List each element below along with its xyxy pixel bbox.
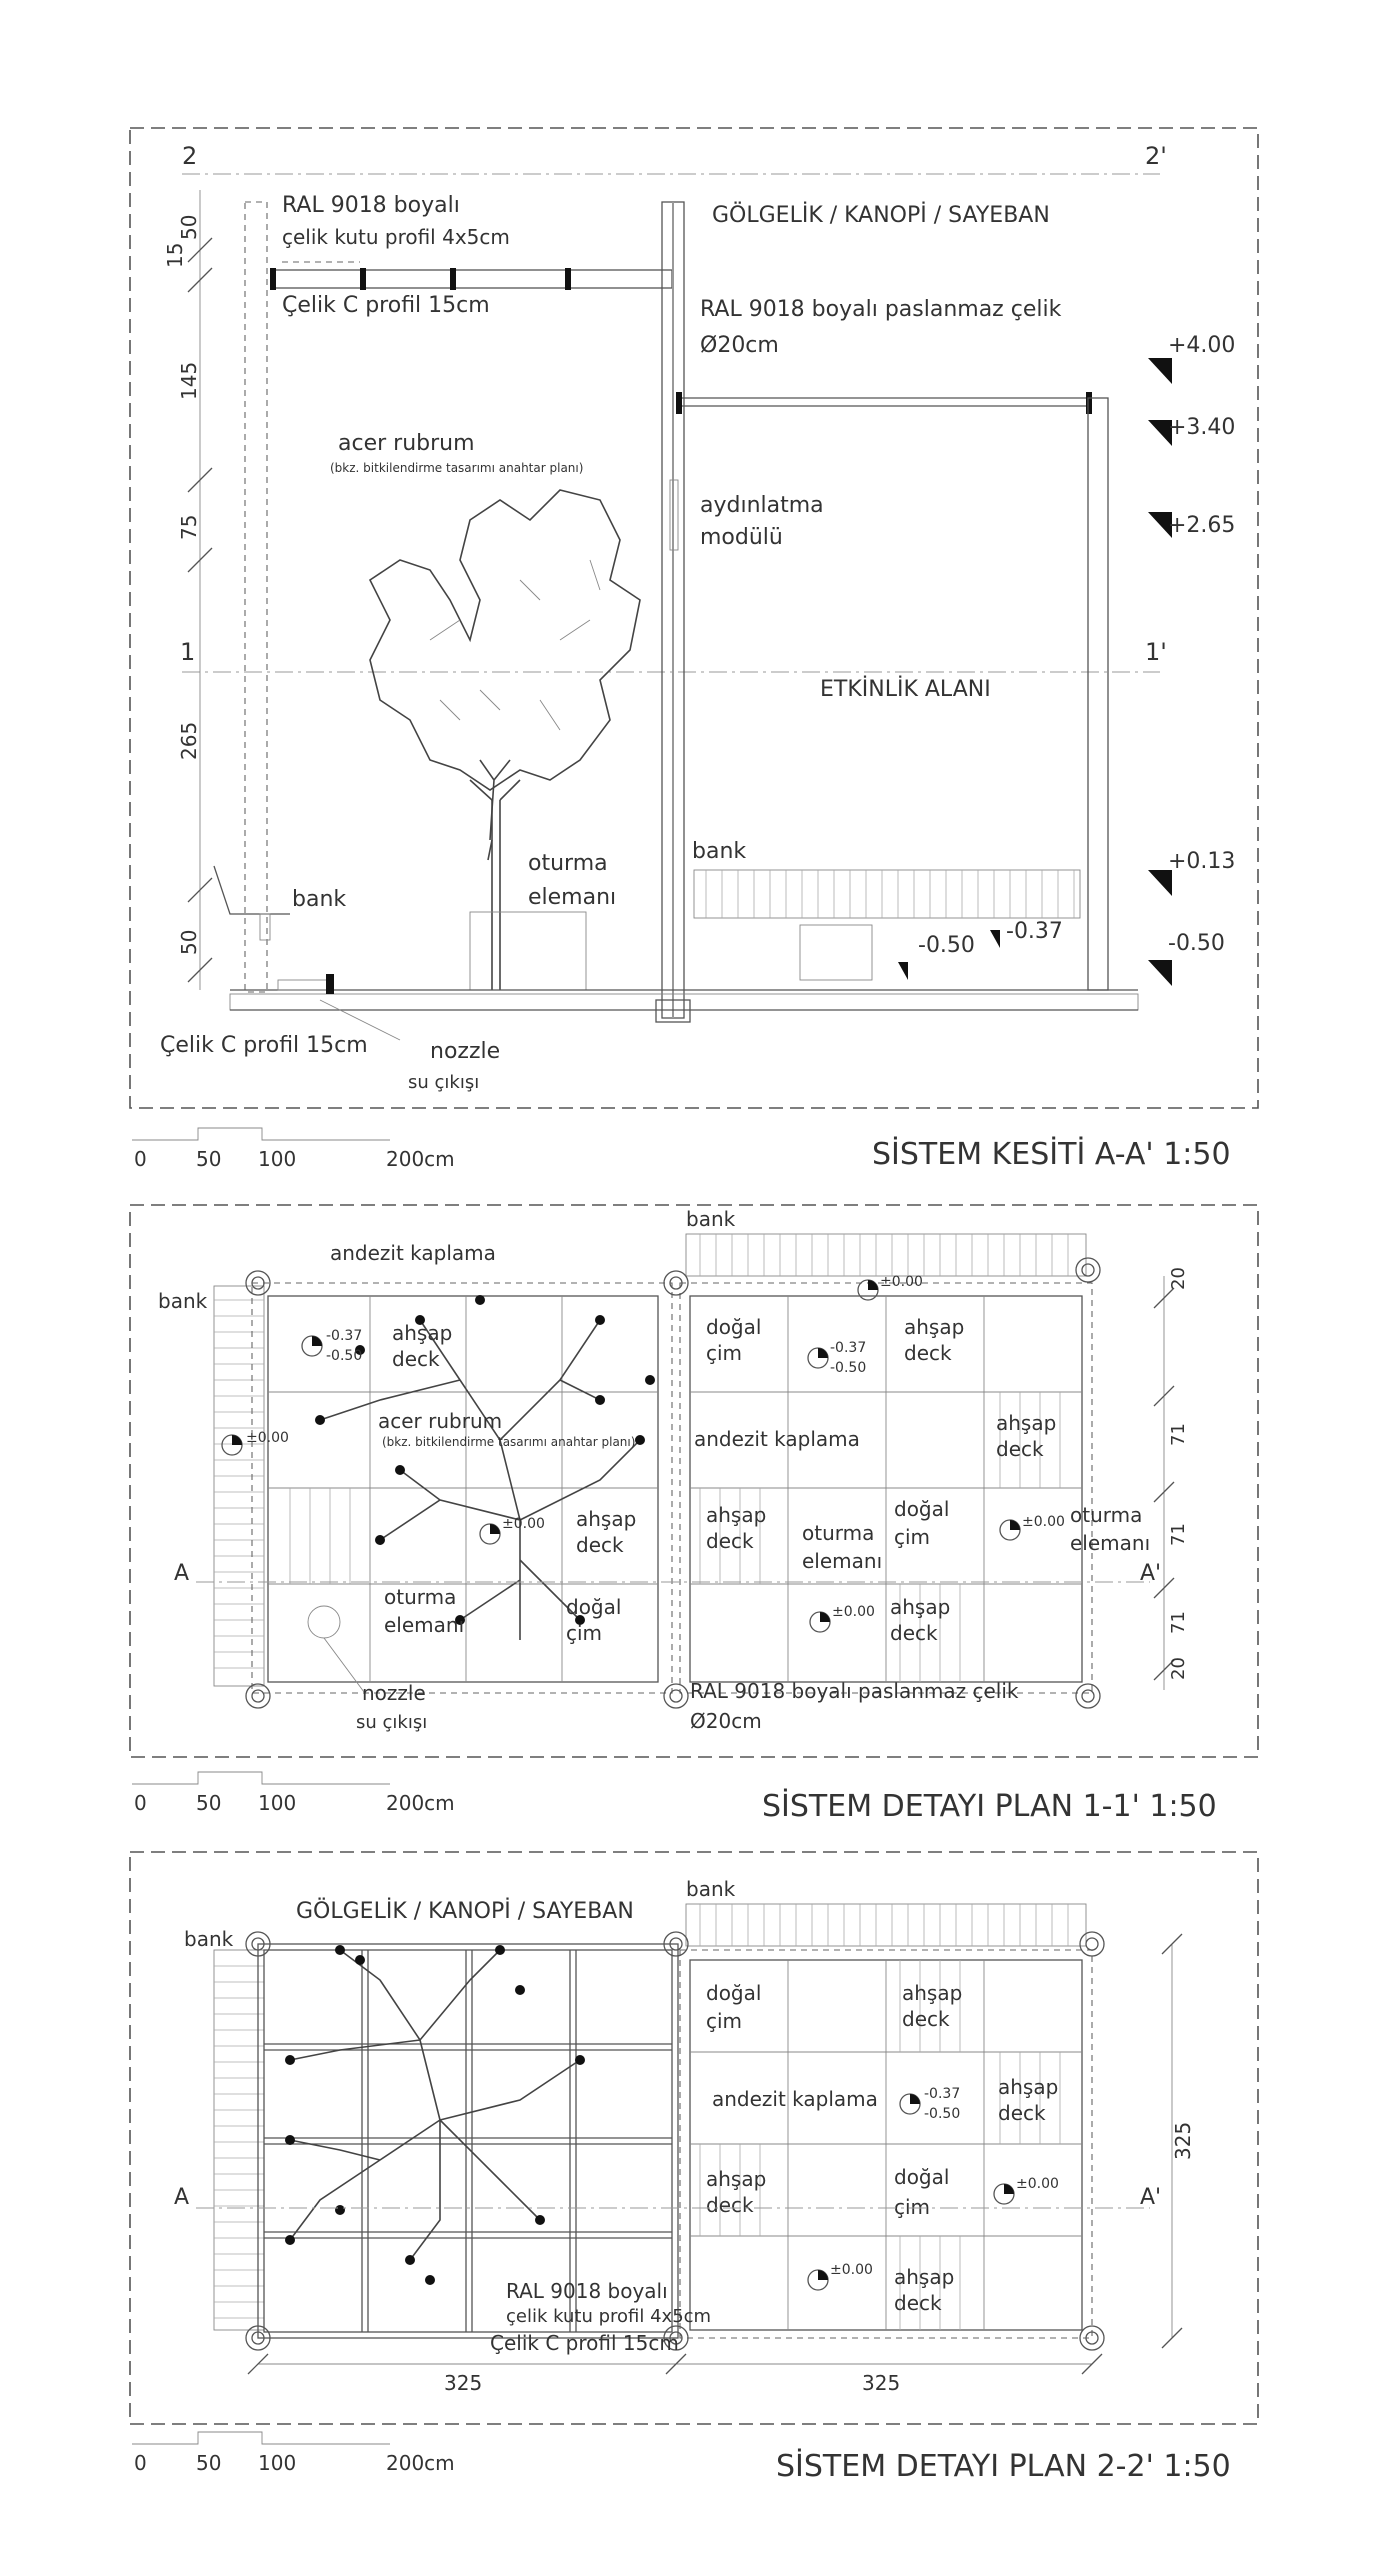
plan2-scale-100: 100	[258, 2451, 297, 2475]
plan2-grass-2b: çim	[894, 2195, 931, 2219]
plan1-dim-71-c: 71	[1168, 1611, 1189, 1634]
plan1-grass-3b: çim	[894, 1525, 931, 1549]
dim-75: 75	[177, 514, 201, 540]
plan2-deck-2b: deck	[998, 2101, 1046, 2125]
plan1-grass-3a: doğal	[894, 1497, 950, 1521]
plan2-dim-right: 325	[862, 2371, 901, 2395]
bench-right-label: bank	[692, 839, 747, 864]
grid-label-2: 2	[182, 142, 198, 170]
plan1-bench-left	[214, 1286, 264, 1686]
plan1-deck-2a: ahşap	[576, 1507, 637, 1531]
water-outlet-label: su çıkışı	[408, 1072, 480, 1093]
canopy-beam	[270, 262, 672, 290]
dim-265: 265	[177, 721, 201, 760]
level-minus050-right: -0.50	[1168, 931, 1225, 956]
plan1-material-labels	[384, 1315, 1150, 1645]
plan1-level-bench: ±0.00	[246, 1430, 289, 1446]
plan1-level-right-b: -0.50	[830, 1360, 867, 1376]
plan2-level-2: ±0.00	[830, 2262, 873, 2278]
seating-element	[470, 912, 586, 990]
plan2-bench-top-label: bank	[686, 1877, 736, 1901]
grid-label-1-prime: 1'	[1145, 638, 1167, 666]
plan1-deck-3a: ahşap	[904, 1315, 965, 1339]
event-area-label: ETKİNLİK ALANI	[820, 677, 991, 702]
plan2-axis-a-label: A	[174, 2185, 190, 2210]
plan1-andesite-mid: andezit kaplama	[694, 1427, 860, 1451]
plan1-deck-2b: deck	[576, 1533, 624, 1557]
plan1-deck-1b: deck	[392, 1347, 440, 1371]
plan1-axis-a2-label: A'	[1140, 1561, 1162, 1586]
plan1-bench-top-label: bank	[686, 1207, 736, 1231]
plan2-canopy-label: GÖLGELİK / KANOPİ / SAYEBAN	[296, 1899, 634, 1924]
dim-50-bottom: 50	[177, 929, 201, 955]
plan1-bench-left-label: bank	[158, 1289, 208, 1313]
scale-200: 200cm	[386, 1147, 455, 1171]
plan2-material-labels	[706, 1981, 1058, 2315]
level-400: +4.00	[1168, 333, 1236, 358]
grid-label-2-prime: 2'	[1145, 142, 1167, 170]
plan1-level-left-b: -0.50	[326, 1348, 363, 1364]
plan1-dim-20-top: 20	[1168, 1267, 1189, 1290]
grid-label-1: 1	[180, 638, 196, 666]
plan2-scale-50: 50	[196, 2451, 222, 2475]
plan2-scale-0: 0	[134, 2451, 147, 2475]
plan1-water-outlet: su çıkışı	[356, 1712, 428, 1733]
plan1-grass-2b: çim	[706, 1341, 743, 1365]
c-profile-bottom: Çelik C profil 15cm	[160, 1033, 368, 1058]
plan1-tree-note: (bkz. bitkilendirme tasarımı anahtar planı)	[382, 1435, 636, 1449]
plan1-grass-1b: çim	[566, 1621, 603, 1645]
plan2-tree	[285, 1945, 585, 2285]
plan1-level-r2: ±0.00	[832, 1604, 875, 1620]
plan1-level-r1: ±0.00	[1022, 1514, 1065, 1530]
plan1-deck-3b: deck	[904, 1341, 952, 1365]
canopy-label: GÖLGELİK / KANOPİ / SAYEBAN	[712, 203, 1050, 228]
plan2-ral-line2: çelik kutu profil 4x5cm	[506, 2306, 712, 2327]
plan1-dim-20-bottom: 20	[1168, 1657, 1189, 1680]
plan2-andesite: andezit kaplama	[712, 2087, 878, 2111]
plan2-level-b: -0.50	[924, 2106, 961, 2122]
plan2-dim-left: 325	[444, 2371, 483, 2395]
plan2-deck-1b: deck	[902, 2007, 950, 2031]
tree-note: (bkz. bitkilendirme tasarımı anahtar planı)	[330, 461, 584, 475]
plan2-deck-2a: ahşap	[998, 2075, 1059, 2099]
plan2-grass-1a: doğal	[706, 1981, 762, 2005]
plan2-deck-3b: deck	[706, 2193, 754, 2217]
plan1-level-top-right: ±0.00	[880, 1274, 923, 1290]
section-title: SİSTEM KESİTİ A-A' 1:50	[872, 1137, 1231, 1172]
plan2-dim-side: 325	[1171, 2121, 1195, 2160]
tree-elevation	[370, 490, 640, 990]
plan1-level-mid: ±0.00	[502, 1516, 545, 1532]
lighting-line2: modülü	[700, 525, 783, 550]
plan1-seating-2b: elemanı	[802, 1549, 883, 1573]
plan2-grass-2a: doğal	[894, 2165, 950, 2189]
plan2-level-a: -0.37	[924, 2086, 961, 2102]
plan1-scale-50: 50	[196, 1791, 222, 1815]
plan2-scale-200: 200cm	[386, 2451, 455, 2475]
plan1-deck-4a: ahşap	[996, 1411, 1057, 1435]
plan1-deck-1a: ahşap	[392, 1321, 453, 1345]
plan1-bench-top	[686, 1234, 1086, 1276]
plan-1-1	[130, 1205, 1258, 1824]
scale-100: 100	[258, 1147, 297, 1171]
plan2-deck-4a: ahşap	[894, 2265, 955, 2289]
plan1-scale-0: 0	[134, 1791, 147, 1815]
plan2-deck-1a: ahşap	[902, 1981, 963, 2005]
plan2-bench-left	[214, 1950, 264, 2330]
tree-name: acer rubrum	[338, 431, 475, 456]
level-minus050-inner: -0.50	[918, 933, 975, 958]
scale-50: 50	[196, 1147, 222, 1171]
plan1-deck-6a: ahşap	[890, 1595, 951, 1619]
section-scale-bar	[132, 1128, 390, 1140]
plan1-level-right-a: -0.37	[830, 1340, 867, 1356]
level-265: +2.65	[1168, 513, 1236, 538]
plan1-dim-71-a: 71	[1168, 1423, 1189, 1446]
plan2-deck-4b: deck	[894, 2291, 942, 2315]
level-340: +3.40	[1168, 415, 1236, 440]
plan2-bench-left-label: bank	[184, 1927, 234, 1951]
plan1-tree	[315, 1295, 655, 1640]
plan1-dim-71-b: 71	[1168, 1523, 1189, 1546]
plan1-grass-1a: doğal	[566, 1595, 622, 1619]
plan1-axis-a-label: A	[174, 1561, 190, 1586]
scale-0: 0	[134, 1147, 147, 1171]
plan1-title: SİSTEM DETAYI PLAN 1-1' 1:50	[762, 1789, 1217, 1824]
plan1-deck-4b: deck	[996, 1437, 1044, 1461]
plan1-columns	[246, 1258, 1100, 1708]
plan2-axis-a2-label: A'	[1140, 2185, 1162, 2210]
plan1-grass-2a: doğal	[706, 1315, 762, 1339]
lighting-line1: aydınlatma	[700, 493, 824, 518]
seating-line2: elemanı	[528, 885, 617, 910]
plan2-grass-1b: çim	[706, 2009, 743, 2033]
c-profile-top: Çelik C profil 15cm	[282, 293, 490, 318]
plan2-level-1: ±0.00	[1016, 2176, 1059, 2192]
level-minus037: -0.37	[1006, 919, 1063, 944]
plan2-ral-line1: RAL 9018 boyalı	[506, 2279, 668, 2303]
plan1-scale-200: 200cm	[386, 1791, 455, 1815]
bench-left	[214, 866, 290, 940]
ral-column-line2: Ø20cm	[700, 333, 779, 358]
plan1-frame	[130, 1205, 1258, 1757]
plan2-level-symbols	[808, 2094, 1014, 2290]
plan1-ral-line1: RAL 9018 boyalı paslanmaz çelik	[690, 1679, 1019, 1703]
plan1-ral-line2: Ø20cm	[690, 1709, 762, 1733]
plan1-nozzle-label: nozzle	[362, 1681, 426, 1705]
section-frame	[130, 128, 1258, 1108]
plan1-level-left-a: -0.37	[326, 1328, 363, 1344]
plan1-seating-2a: oturma	[802, 1521, 875, 1545]
ral-box-line2: çelik kutu profil 4x5cm	[282, 225, 510, 249]
plan1-nozzle-circle	[308, 1606, 340, 1638]
plan1-scale-100: 100	[258, 1791, 297, 1815]
left-canopy-column	[245, 202, 267, 992]
plan-2-2	[130, 1852, 1258, 2484]
plan1-scale-bar	[132, 1772, 390, 1784]
plan1-andesite-top: andezit kaplama	[330, 1241, 496, 1265]
section-a-a	[130, 128, 1258, 1172]
plan2-c-profile: Çelik C profil 15cm	[490, 2331, 679, 2355]
plan1-deck-5b: deck	[706, 1529, 754, 1553]
plan1-deck-5a: ahşap	[706, 1503, 767, 1527]
plan2-columns	[246, 1932, 1104, 2350]
level-013: +0.13	[1168, 849, 1236, 874]
plan2-scale-bar	[132, 2432, 390, 2444]
plan1-seating-1b: elemanı	[384, 1613, 465, 1637]
plan2-title: SİSTEM DETAYI PLAN 2-2' 1:50	[776, 2449, 1231, 2484]
dim-50-top: 50	[177, 214, 201, 240]
dim-145: 145	[177, 361, 201, 400]
seating-line1: oturma	[528, 851, 608, 876]
plan2-deck-3a: ahşap	[706, 2167, 767, 2191]
vertical-dimension-chain	[163, 190, 212, 990]
bench-left-label: bank	[292, 887, 347, 912]
nozzle-label: nozzle	[430, 1039, 501, 1064]
plan2-bench-top	[686, 1904, 1086, 1946]
plan1-deck-6b: deck	[890, 1621, 938, 1645]
ral-box-line1: RAL 9018 boyalı	[282, 193, 460, 218]
plan1-seating-3b: elemanı	[1070, 1531, 1151, 1555]
ral-column-line1: RAL 9018 boyalı paslanmaz çelik	[700, 297, 1062, 322]
plan1-seating-1a: oturma	[384, 1585, 457, 1609]
plan1-seating-3a: oturma	[1070, 1503, 1143, 1527]
plan1-tree-name: acer rubrum	[378, 1409, 503, 1433]
dim-15: 15	[163, 242, 187, 268]
